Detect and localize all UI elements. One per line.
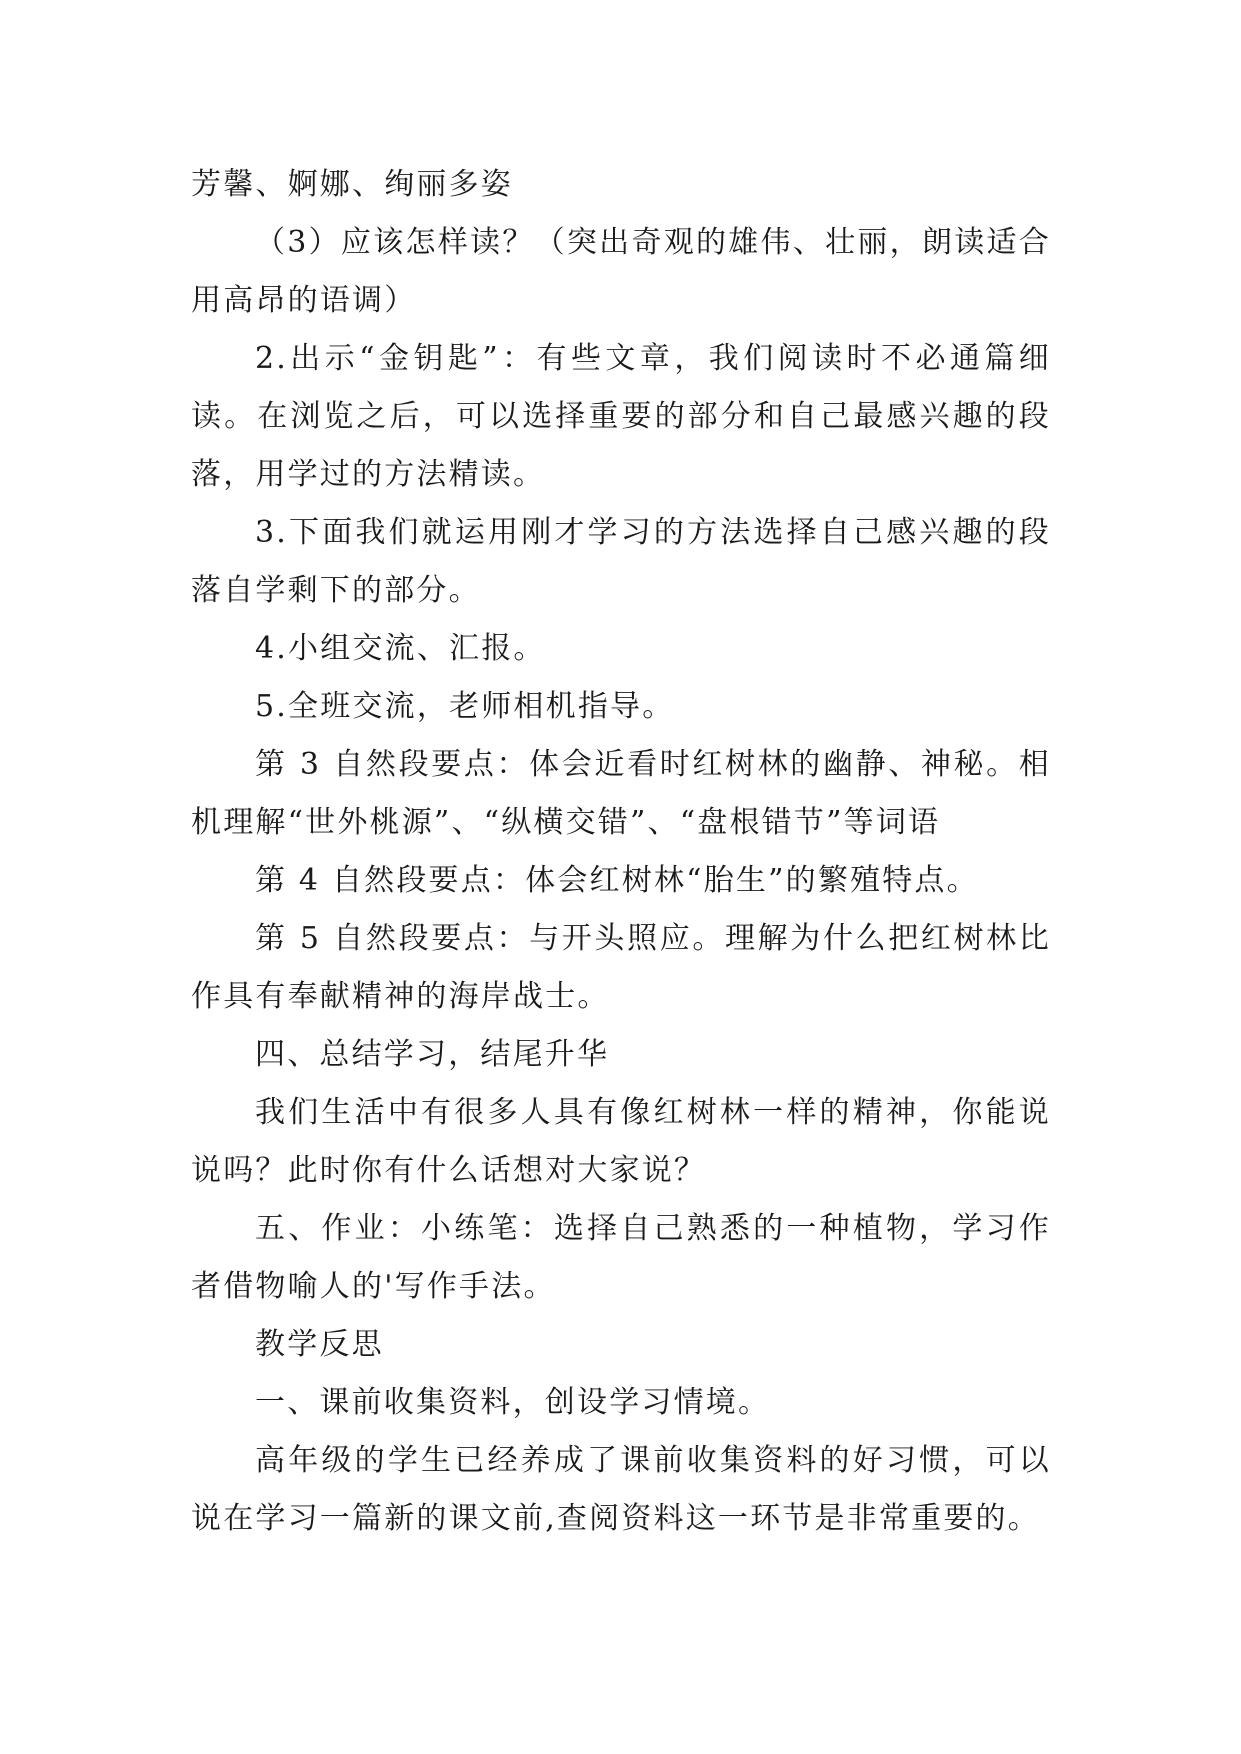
paragraph: 第 3 自然段要点：体会近看时红树林的幽静、神秘。相机理解“世外桃源”、“纵横交错”、“盘根错节”等词语 [191, 747, 1051, 840]
document-body [191, 156, 1051, 1548]
paragraph: 第 5 自然段要点：与开头照应。理解为什么把红树林比作具有奉献精神的海岸战士。 [191, 921, 1051, 1014]
paragraph: 2.出示“金钥匙”：有些文章，我们阅读时不必通篇细读。在浏览之后，可以选择重要的部分和自己最感兴趣的段落，用学过的方法精读。 [191, 341, 1051, 492]
section-heading: 教学反思 [255, 1327, 384, 1362]
paragraph: 芳馨、婀娜、绚丽多姿 [191, 167, 513, 202]
paragraph: 3.下面我们就运用刚才学习的方法选择自己感兴趣的段落自学剩下的部分。 [191, 515, 1051, 608]
paragraph: 第 4 自然段要点：体会红树林“胎生”的繁殖特点。 [255, 863, 979, 898]
paragraph: （3）应该怎样读？（突出奇观的雄伟、壮丽，朗读适合用高昂的语调） [191, 225, 1051, 318]
paragraph: 我们生活中有很多人具有像红树林一样的精神，你能说说吗？此时你有什么话想对大家说？ [191, 1095, 1051, 1188]
paragraph: 4.小组交流、汇报。 [255, 631, 546, 666]
paragraph: 高年级的学生已经养成了课前收集资料的好习惯，可以说在学习一篇新的课文前,查阅资料这一环节是非常重要的。 [191, 1443, 1051, 1536]
section-heading: 一、课前收集资料，创设学习情境。 [255, 1385, 771, 1420]
paragraph: 5.全班交流，老师相机指导。 [255, 689, 675, 724]
section-heading: 四、总结学习，结尾升华 [255, 1037, 610, 1072]
paragraph: 五、作业：小练笔：选择自己熟悉的一种植物，学习作者借物喻人的'写作手法。 [191, 1211, 1051, 1304]
